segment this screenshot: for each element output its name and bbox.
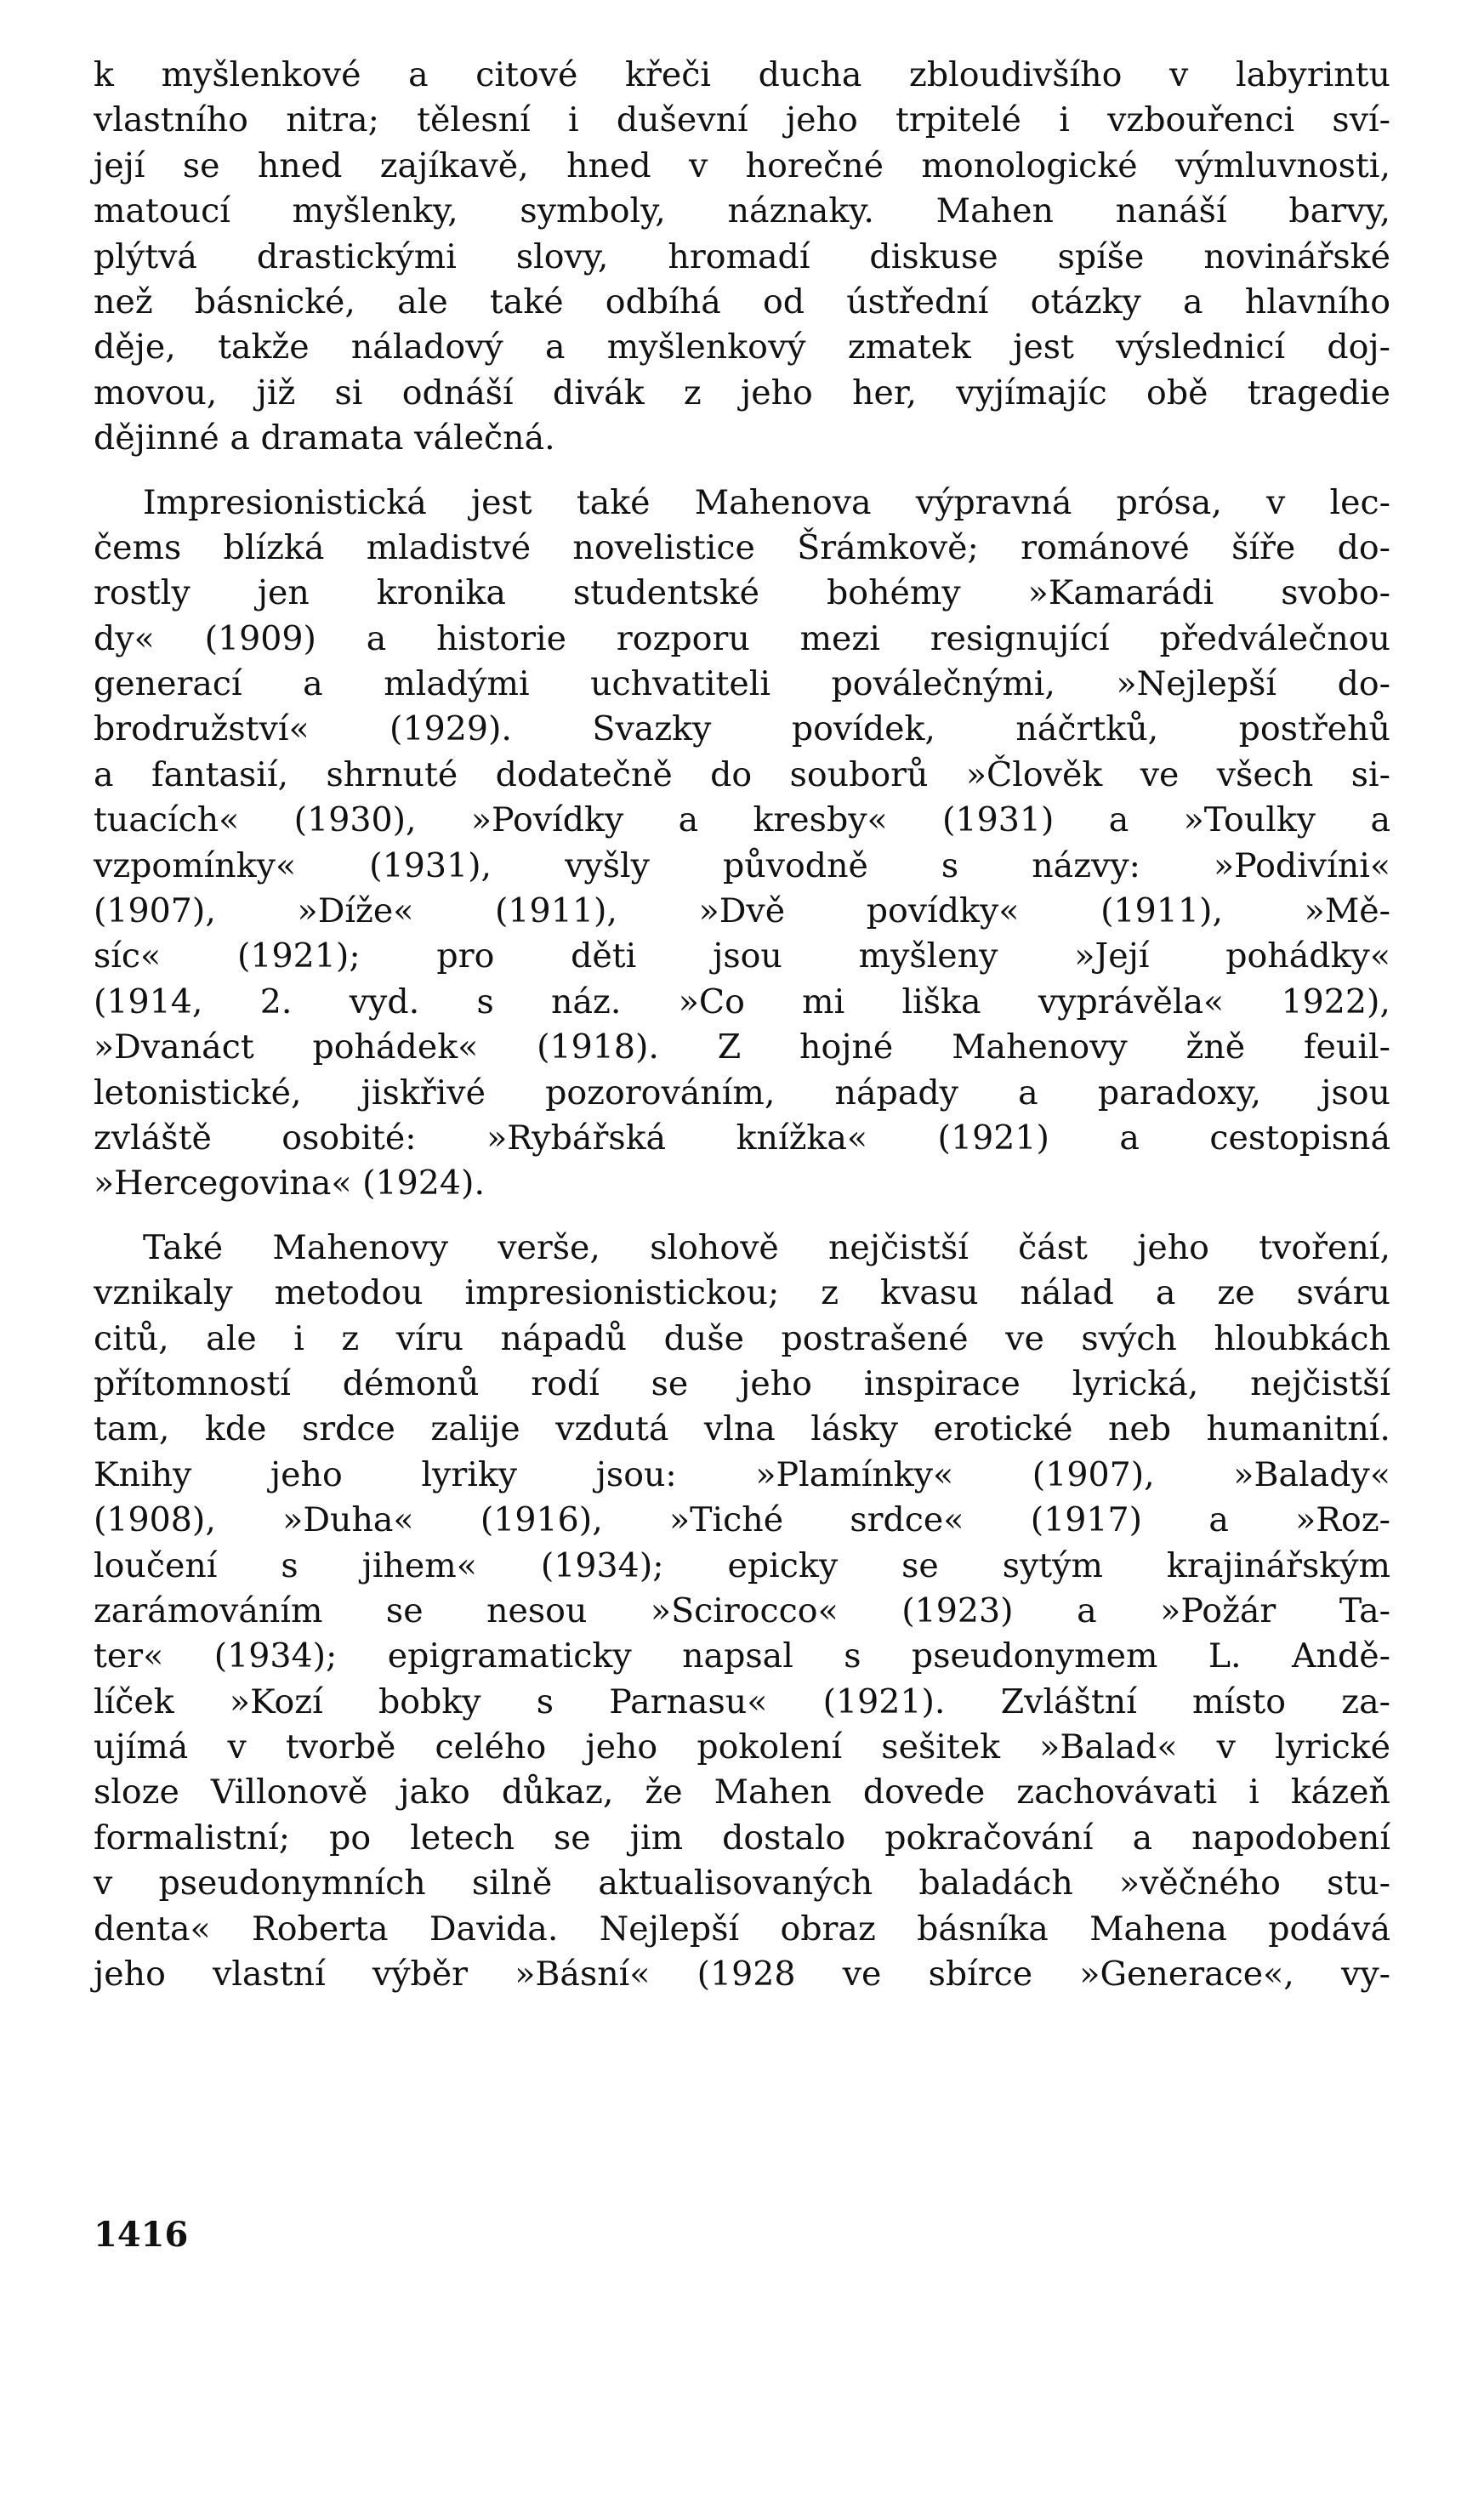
text-line: vlastního nitra; tělesní i duševní jeho trpitelé i vzbouřenci sví-: [94, 100, 1390, 140]
text-line: a fantasií, shrnuté dodatečně do souborů »Člověk ve všech si-: [94, 754, 1390, 794]
text-line: Také Mahenovy verše, slohově nejčistší část jeho tvoření,: [143, 1227, 1390, 1267]
text-line: »Dvanáct pohádek« (1918). Z hojné Mahenovy žně feuil-: [94, 1027, 1390, 1067]
text-line: její se hned zajíkavě, hned v horečné monologické výmluvnosti,: [94, 145, 1390, 185]
text-line: tam, kde srdce zalije vzdutá vlna lásky erotické neb humanitní.: [94, 1409, 1390, 1449]
page-body: [94, 53, 1390, 1997]
text-line: matoucí myšlenky, symboly, náznaky. Mahen nanáší barvy,: [94, 191, 1390, 231]
text-line: jeho vlastní výběr »Básní« (1928 ve sbírce »Generace«, vy-: [94, 1955, 1390, 1994]
text-line: než básnické, ale také odbíhá od ústřední otázky a hlavního: [94, 282, 1390, 321]
text-line: čems blízká mladistvé novelistice Šrámkově; románové šíře do-: [94, 527, 1390, 567]
text-line: ujímá v tvorbě celého jeho pokolení sešitek »Balad« v lyrické: [94, 1727, 1390, 1767]
text-line: letonistické, jiskřivé pozorováním, nápady a paradoxy, jsou: [94, 1073, 1390, 1112]
text-line: formalistní; po letech se jim dostalo pokračování a napodobení: [94, 1818, 1390, 1858]
page-number: 1416: [94, 2215, 189, 2255]
paragraph-1: [94, 53, 1390, 462]
text-line: plýtvá drastickými slovy, hromadí diskuse spíše novinářské: [94, 236, 1390, 276]
text-line: líček »Kozí bobky s Parnasu« (1921). Zvláštní místo za-: [94, 1681, 1390, 1721]
text-line: denta« Roberta Davida. Nejlepší obraz básníka Mahena podává: [94, 1909, 1390, 1949]
text-line: loučení s jihem« (1934); epicky se sytým krajinářským: [94, 1545, 1390, 1585]
text-line: (1907), »Díže« (1911), »Dvě povídky« (1911), »Mě-: [94, 891, 1390, 931]
text-line: brodružství« (1929). Svazky povídek, náčrtků, postřehů: [94, 709, 1390, 749]
text-line: rostly jen kronika studentské bohémy »Kamarádi svobo-: [94, 573, 1390, 613]
text-line: generací a mladými uchvatiteli poválečnými, »Nejlepší do-: [94, 664, 1390, 704]
text-line: v pseudonymních silně aktualisovaných baladách »věčného stu-: [94, 1863, 1390, 1903]
text-line: (1908), »Duha« (1916), »Tiché srdce« (1917) a »Roz-: [94, 1500, 1390, 1540]
text-line: dy« (1909) a historie rozporu mezi resignující předválečnou: [94, 618, 1390, 658]
text-line: přítomností démonů rodí se jeho inspirace lyrická, nejčistší: [94, 1363, 1390, 1403]
text-line: Knihy jeho lyriky jsou: »Plamínky« (1907), »Balady«: [94, 1454, 1390, 1494]
text-line: sloze Villonově jako důkaz, že Mahen dovede zachovávati i kázeň: [94, 1772, 1390, 1812]
paragraph-3: [94, 1226, 1390, 1998]
text-line: ter« (1934); epigramaticky napsal s pseudonymem L. Andě-: [94, 1636, 1390, 1676]
text-line: k myšlenkové a citové křeči ducha zbloudivšího v labyrintu: [94, 55, 1390, 94]
text-line: děje, takže náladový a myšlenkový zmatek jest výslednicí doj-: [94, 327, 1390, 367]
text-line: vznikaly metodou impresionistickou; z kvasu nálad a ze sváru: [94, 1273, 1390, 1313]
text-line: tuacích« (1930), »Povídky a kresby« (1931) a »Toulky a: [94, 800, 1390, 840]
text-line: zvláště osobité: »Rybářská knížka« (1921) a cestopisná: [94, 1118, 1390, 1158]
text-line: zarámováním se nesou »Scirocco« (1923) a »Požár Ta-: [94, 1590, 1390, 1630]
text-line: movou, již si odnáší divák z jeho her, vyjímajíc obě tragedie: [94, 373, 1390, 413]
text-line: citů, ale i z víru nápadů duše postrašené ve svých hloubkách: [94, 1318, 1390, 1358]
text-line: (1914, 2. vyd. s náz. »Co mi liška vyprávěla« 1922),: [94, 982, 1390, 1021]
paragraph-2: [94, 481, 1390, 1207]
text-line: Impresionistická jest také Mahenova výpravná prósa, v lec-: [143, 482, 1390, 522]
text-line: síc« (1921); pro děti jsou myšleny »Její pohádky«: [94, 936, 1390, 976]
text-line: »Hercegovina« (1924).: [94, 1164, 485, 1203]
text-line: dějinné a dramata válečná.: [94, 418, 555, 458]
text-line: vzpomínky« (1931), vyšly původně s názvy: »Podivíni«: [94, 845, 1390, 885]
